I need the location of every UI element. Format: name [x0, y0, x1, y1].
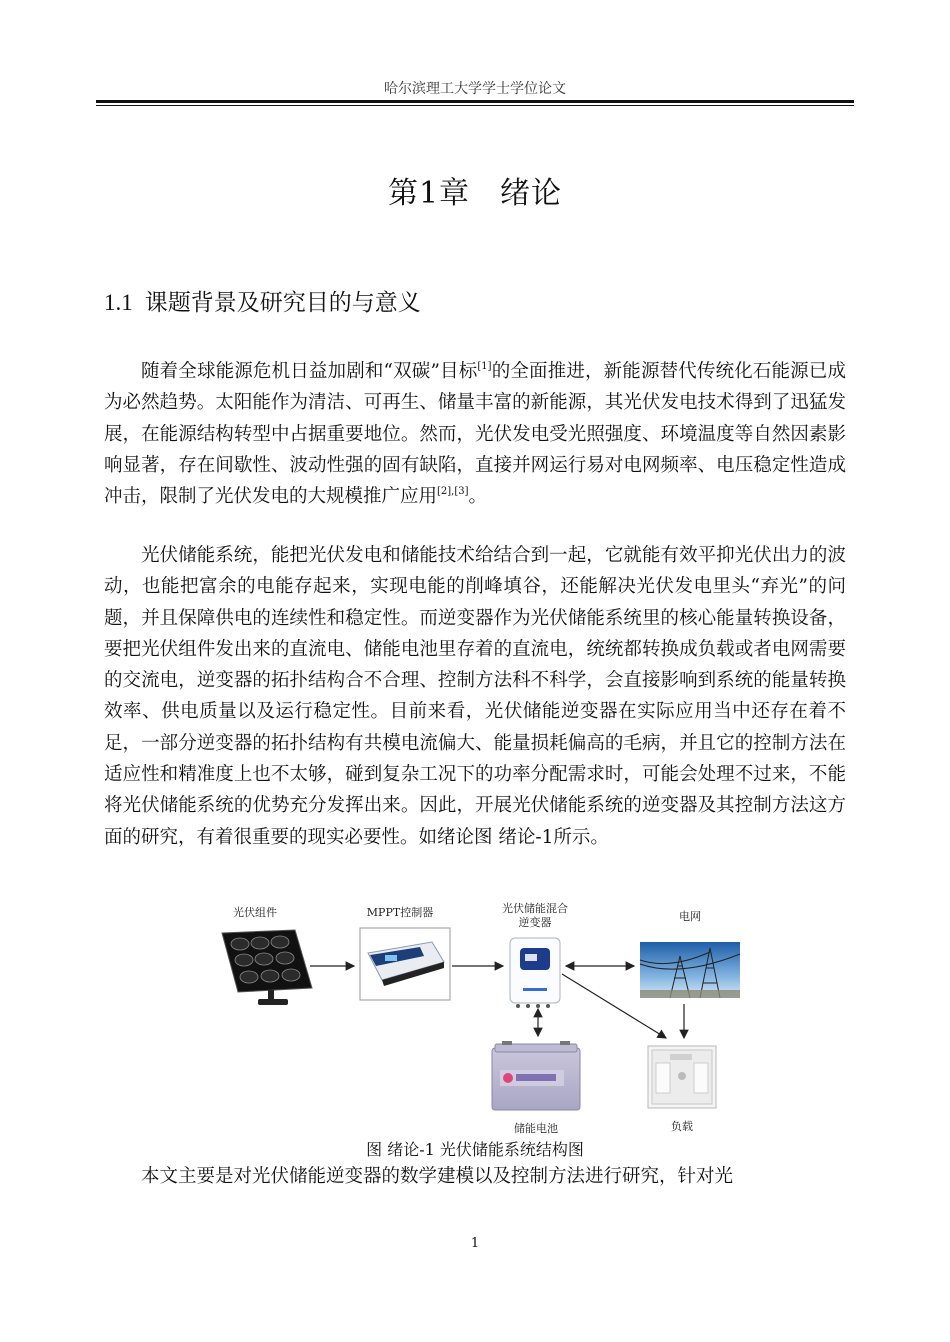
citation-2-3: [2],[3] — [437, 486, 469, 498]
label-battery: 储能电池 — [514, 1122, 558, 1135]
section-heading — [104, 284, 421, 317]
label-inverter-line2: 逆变器 — [518, 916, 552, 929]
label-pv: 光伏组件 — [233, 906, 277, 919]
header-rule-thin — [96, 105, 854, 106]
chapter-number: 第1章 — [387, 176, 471, 211]
label-mppt: MPPT控制器 — [366, 906, 434, 919]
label-inverter-line1: 光伏储能混合 — [502, 902, 568, 915]
section-number: 1.1 — [104, 290, 133, 315]
paragraph-1 — [104, 356, 846, 512]
header-rule-thick — [96, 100, 854, 103]
mppt-controller-icon — [360, 928, 450, 1000]
chapter-name: 绪论 — [500, 176, 563, 211]
system-diagram-svg — [200, 898, 760, 1138]
label-load: 负载 — [671, 1120, 693, 1133]
citation-1: [1] — [477, 361, 492, 372]
chapter-title — [96, 168, 854, 212]
label-grid: 电网 — [679, 910, 701, 923]
figure-caption: 图 绪论-1 光伏储能系统结构图 — [366, 1140, 584, 1159]
page-number: 1 — [470, 1236, 480, 1251]
battery-icon — [492, 1041, 580, 1110]
running-header: 哈尔滨理工大学学士学位论文 — [384, 81, 566, 97]
hybrid-inverter-icon — [510, 938, 560, 1008]
paragraph-1-text-c: 。 — [468, 486, 488, 508]
load-cabinet-icon — [648, 1046, 716, 1108]
solar-panel-icon — [222, 930, 312, 1005]
paragraph-3: 本文主要是对光伏储能逆变器的数学建模以及控制方法进行研究，针对光 — [141, 1166, 734, 1187]
paragraph-1-text-b: 的全面推进，新能源替代传统化石能源已成为必然趋势。太阳能作为清洁、可再生、储量丰富的新能源，其光伏发电技术得到了迅猛发展，在能源结构转型中占据重要地位。然而，光伏发电受光照强度、环境温度等自然因素影响显著，存在间歇性、波动性强的固有缺陷，直接并网运行易对电网频率、电压稳定性造成冲击，限制了光伏发电的大规模推广应用 — [104, 361, 846, 508]
paragraph-1-text-a: 随着全球能源危机日益加剧和“双碳”目标 — [141, 361, 478, 382]
power-grid-icon — [640, 942, 740, 998]
system-diagram — [200, 898, 760, 1138]
section-title: 课题背景及研究目的与意义 — [144, 290, 421, 316]
paragraph-2: 光伏储能系统，能把光伏发电和储能技术给结合到一起，它就能有效平抑光伏出力的波动，也能把富余的电能存起来，实现电能的削峰填谷，还能解决光伏发电里头“弃光”的问题，并且保障供电的连续性和稳定性。而逆变器作为光伏储能系统里的核心能量转换设备，要把光伏组件发出来的直流电、储能电池里存着的直流电，统统都转换成负载或者电网需要的交流电，逆变器的拓扑结构合不合理、控制方法科不科学，会直接影响到系统的能量转换效率、供电质量以及运行稳定性。目前来看，光伏储能逆变器在实际应用当中还存在着不足，一部分逆变器的拓扑结构有共模电流偏大、能量损耗偏高的毛病，并且它的控制方法在适应性和精准度上也不太够，碰到复杂工况下的功率分配需求时，可能会处理不过来，不能将光伏储能系统的优势充分发挥出来。因此，开展光伏储能系统的逆变器及其控制方法这方面的研究，有着很重要的现实必要性。如绪论图 绪论-1所示。 — [104, 545, 846, 848]
